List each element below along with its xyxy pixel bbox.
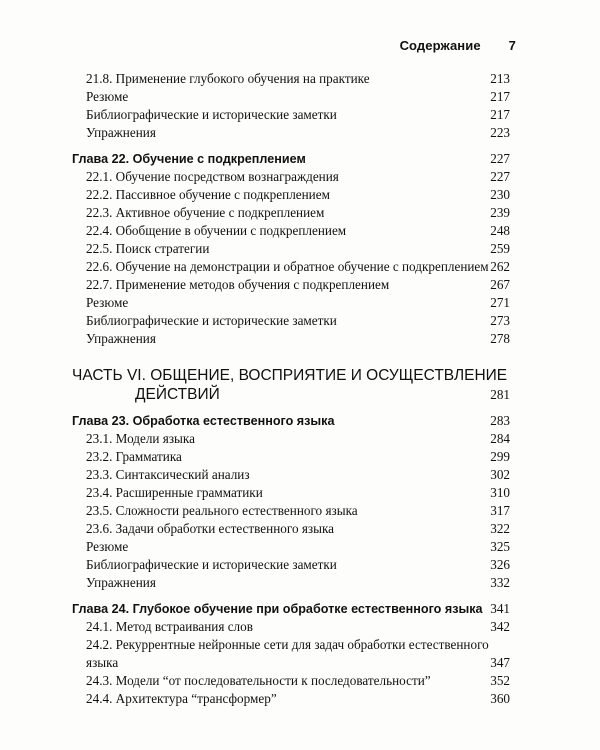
part-title-line-1: ЧАСТЬ VI. ОБЩЕНИЕ, ВОСПРИЯТИЕ И ОСУЩЕСТВЛЕНИЕ [72, 367, 508, 384]
running-header-page-number: 7 [508, 38, 516, 53]
toc-entry[interactable]: 24.4. Архитектура “трансформер” 360 [86, 691, 510, 706]
part-title-line-2: ДЕЙСТВИЙ [135, 386, 220, 403]
part-page-number: 281 [490, 387, 510, 402]
toc-entry[interactable]: 23.5. Сложности реального естественного языка 317 [86, 503, 510, 518]
toc-chapter-23[interactable]: Глава 23. Обработка естественного языка 283 [72, 413, 510, 428]
toc-entry[interactable]: 22.2. Пассивное обучение с подкреплением 230 [86, 187, 510, 202]
toc-entry[interactable]: Упражнения 332 [86, 575, 510, 590]
toc-entry-wrapped[interactable]: 24.2. Рекуррентные нейронные сети для задач обработки естественного языка 347 [86, 637, 510, 670]
toc-entry[interactable]: 24.3. Модели “от последовательности к последовательности” 352 [86, 673, 510, 688]
toc-entry[interactable]: 24.1. Метод встраивания слов 342 [86, 619, 510, 634]
toc-entry[interactable]: Библиографические и исторические заметки 217 [86, 107, 510, 122]
toc-entry[interactable]: 23.3. Синтаксический анализ 302 [86, 467, 510, 482]
running-header-title: Содержание [399, 38, 481, 53]
toc-entry[interactable]: Резюме 271 [86, 295, 510, 310]
toc-entry[interactable]: Упражнения 278 [86, 331, 510, 346]
toc-entry[interactable]: Резюме 217 [86, 89, 510, 104]
toc-entry[interactable]: 22.4. Обобщение в обучении с подкреплением 248 [86, 223, 510, 238]
toc-entry[interactable]: Резюме 325 [86, 539, 510, 554]
toc-entry[interactable]: Библиографические и исторические заметки 326 [86, 557, 510, 572]
toc-chapter-22[interactable]: Глава 22. Обучение с подкреплением 227 [72, 151, 510, 166]
toc-entry[interactable]: 22.1. Обучение посредством вознаграждения 227 [86, 169, 510, 184]
toc-entry[interactable]: Библиографические и исторические заметки 273 [86, 313, 510, 328]
toc-entry[interactable]: 23.6. Задачи обработки естественного языка 322 [86, 521, 510, 536]
toc-entry[interactable]: 22.6. Обучение на демонстрации и обратное обучение с подкреплением 262 [86, 259, 510, 274]
toc-entry[interactable]: 22.5. Поиск стратегии 259 [86, 241, 510, 256]
toc-entry[interactable]: 23.1. Модели языка 284 [86, 431, 510, 446]
toc-part-6[interactable] [72, 366, 510, 404]
toc-entry[interactable]: 22.3. Активное обучение с подкреплением 239 [86, 205, 510, 220]
toc-chapter-24[interactable]: Глава 24. Глубокое обучение при обработке естественного языка 341 [72, 601, 510, 616]
toc-entry[interactable]: Упражнения 223 [86, 125, 510, 140]
running-header [400, 38, 516, 53]
toc-entry[interactable]: 23.4. Расширенные грамматики 310 [86, 485, 510, 500]
toc-entry[interactable]: 22.7. Применение методов обучения с подкреплением 267 [86, 277, 510, 292]
toc-entry[interactable]: 21.8. Применение глубокого обучения на практике 213 [86, 71, 510, 86]
toc-entry[interactable]: 23.2. Грамматика 299 [86, 449, 510, 464]
table-of-contents [72, 70, 510, 708]
